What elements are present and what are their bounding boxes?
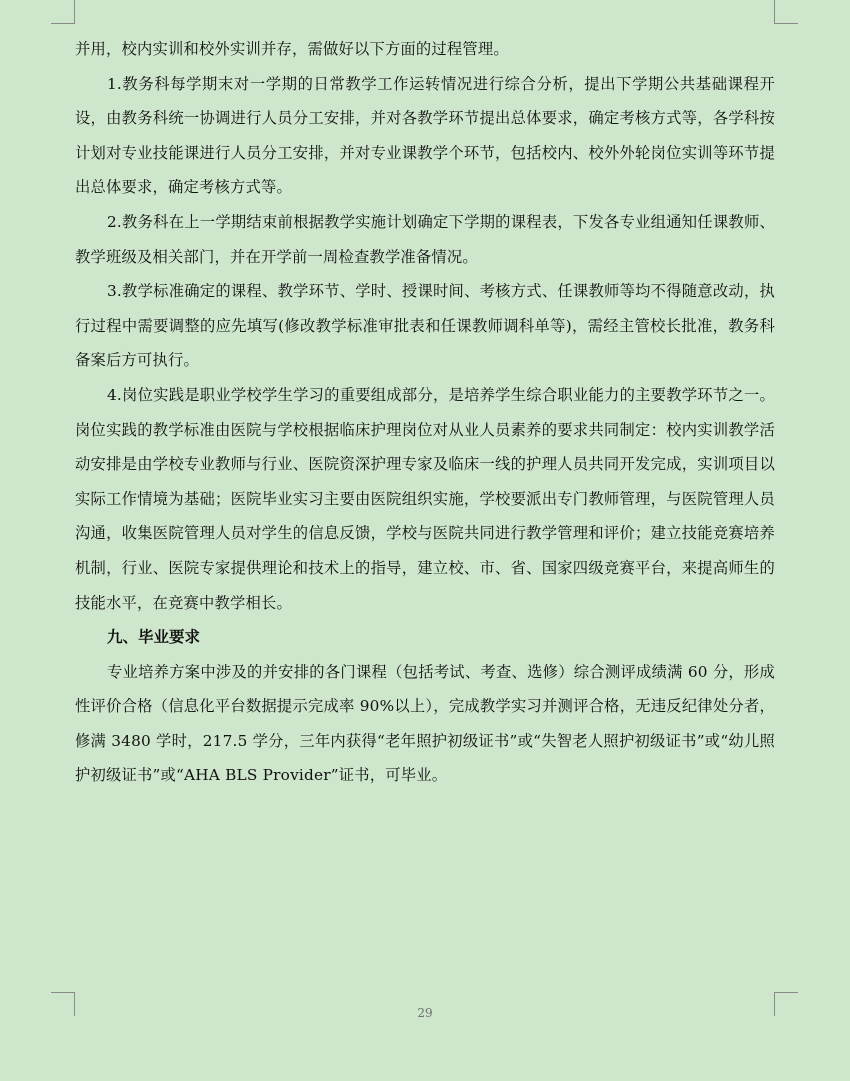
section-heading: 九、毕业要求 (107, 628, 201, 647)
document-body (75, 32, 775, 793)
paragraph-item-2: 2.教务科在上一学期结束前根据教学实施计划确定下学期的课程表，下发各专业组通知任课教师、教学班级及相关部门，并在开学前一周检查教学准备情况。 (75, 212, 775, 266)
paragraph-continuation: 并用，校内实训和校外实训并存，需做好以下方面的过程管理。 (75, 40, 509, 58)
crop-mark-top-left (51, 0, 75, 24)
page-number: 29 (417, 1006, 433, 1020)
paragraph-item-1: 1.教务科每学期末对一学期的日常教学工作运转情况进行综合分析，提出下学期公共基础课程开设，由教务科统一协调进行人员分工安排，并对各教学环节提出总体要求，确定考核方式等，各学科按计划对专业技能课进行人员分工安排，并对专业课教学个环节，包括校内、校外外轮岗位实训等环节提出总体要求，确定考核方式等。 (75, 74, 775, 197)
paragraph-item-3: 3.教学标准确定的课程、教学环节、学时、授课时间、考核方式、任课教师等均不得随意改动，执行过程中需要调整的应先填写(修改教学标准审批表和任课教师调科单等)，需经主管校长批准，教务科备案后方可执行。 (75, 282, 775, 370)
crop-mark-top-right (774, 0, 798, 24)
graduation-requirements-paragraph: 专业培养方案中涉及的并安排的各门课程（包括考试、考查、选修）综合测评成绩满 60 分，形成性评价合格（信息化平台数据提示完成率 90%以上），完成教学实习并测评合格，无违反纪律处分者，修满 3480 学时，217.5 学分，三年内获得“老年照护初级证书”或“失智老人照护初级证书”或“幼儿照护初级证书”或“AHA BLS Provider”证书，可毕业。 (75, 662, 775, 785)
paragraph-item-4: 4.岗位实践是职业学校学生学习的重要组成部分，是培养学生综合职业能力的主要教学环节之一。岗位实践的教学标准由医院与学校根据临床护理岗位对从业人员素养的要求共同制定：校内实训教学活动安排是由学校专业教师与行业、医院资深护理专家及临床一线的护理人员共同开发完成，实训项目以实际工作情境为基础；医院毕业实习主要由医院组织实施，学校要派出专门教师管理，与医院管理人员沟通，收集医院管理人员对学生的信息反馈，学校与医院共同进行教学管理和评价；建立技能竞赛培养机制，行业、医院专家提供理论和技术上的指导，建立校、市、省、国家四级竞赛平台，来提高师生的技能水平，在竞赛中教学相长。 (75, 385, 775, 612)
